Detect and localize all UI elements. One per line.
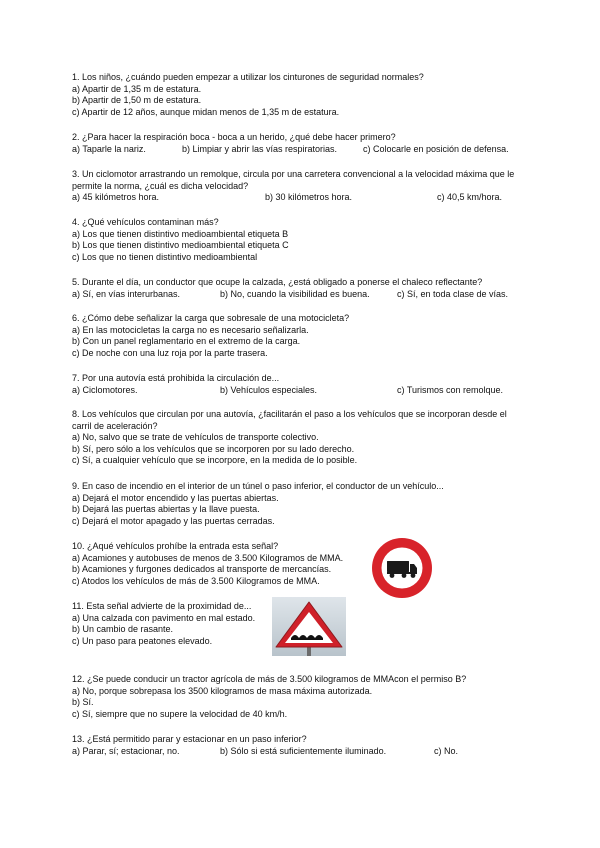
question-8 — [72, 409, 532, 467]
option-b[interactable]: b) Un cambio de rasante. — [72, 624, 174, 634]
option-a[interactable]: a) Acamiones y autobuses de menos de 3.500 Kilogramos de MMA. — [72, 552, 344, 563]
question-text-line-2: permite la norma, ¿cuál es dicha velocidad? — [72, 180, 249, 191]
options-row — [72, 192, 532, 204]
option-c[interactable]: c) Colocarle en posición de defensa. — [363, 143, 509, 154]
option-b[interactable]: b) Sí. — [72, 697, 94, 707]
question-9 — [72, 481, 532, 527]
question-text: 7. Por una autovía está prohibida la circulación de... — [72, 373, 280, 383]
option-a[interactable]: a) Ciclomotores. — [72, 384, 138, 395]
question-11 — [72, 601, 267, 647]
option-a[interactable]: a) Apartir de 1,35 m de estatura. — [72, 83, 202, 94]
question-text: 12. ¿Se puede conducir un tractor agrícola de más de 3.500 kilogramos de MMAcon el permiso B? — [72, 674, 467, 684]
option-b[interactable]: b) No, cuando la visibilidad es buena. — [220, 288, 370, 299]
option-b[interactable]: b) Sólo si está suficientemente iluminado. — [220, 745, 387, 756]
option-c[interactable]: c) Sí, a cualquier vehículo que se incorpore, en la medida de lo posible. — [72, 455, 358, 465]
option-b[interactable]: b) Con un panel reglamentario en el extremo de la carga. — [72, 336, 301, 346]
question-text: 2. ¿Para hacer la respiración boca - boca a un herido, ¿qué debe hacer primero? — [72, 132, 396, 142]
question-text: 13. ¿Está permitido parar y estacionar en un paso inferior? — [72, 734, 307, 744]
option-b[interactable]: b) Acamiones y furgones dedicados al transporte de mercancías. — [72, 564, 332, 574]
option-c[interactable]: c) No. — [434, 745, 459, 756]
option-c[interactable]: c) Turismos con remolque. — [397, 384, 504, 395]
options-row — [72, 746, 532, 758]
question-4 — [72, 217, 532, 263]
option-a[interactable]: a) Sí, en vías interurbanas. — [72, 288, 181, 299]
question-5 — [72, 277, 532, 300]
question-text: 9. En caso de incendio en el interior de un túnel o paso inferior, el conductor de un vehículo... — [72, 481, 444, 491]
question-6 — [72, 313, 532, 359]
options-row — [72, 289, 532, 301]
question-text: 1. Los niños, ¿cuándo pueden empezar a utilizar los cinturones de seguridad normales? — [72, 72, 424, 82]
sign-post — [307, 647, 311, 656]
options-row — [72, 144, 532, 156]
option-a[interactable]: a) No, porque sobrepasa los 3500 kilogramos de masa máxima autorizada. — [72, 685, 373, 696]
option-a[interactable]: a) Taparle la nariz. — [72, 143, 146, 154]
question-text: 11. Esta señal advierte de la proximidad de... — [72, 601, 252, 611]
question-3 — [72, 169, 532, 204]
option-b[interactable]: b) Vehículos especiales. — [220, 384, 318, 395]
question-1 — [72, 72, 532, 118]
option-a[interactable]: a) Una calzada con pavimento en mal estado. — [72, 612, 256, 623]
question-12 — [72, 674, 532, 720]
uneven-road-sign-photo — [272, 597, 346, 656]
question-text: 6. ¿Cómo debe señalizar la carga que sobresale de una motocicleta? — [72, 313, 350, 323]
option-a[interactable]: a) Dejará el motor encendido y las puertas abiertas. — [72, 492, 279, 503]
question-text: 5. Durante el día, un conductor que ocupe la calzada, ¿está obligado a ponerse el chaleco reflectante? — [72, 277, 483, 287]
options-row — [72, 385, 532, 397]
question-text: 4. ¿Qué vehículos contaminan más? — [72, 217, 219, 227]
option-c[interactable]: c) Un paso para peatones elevado. — [72, 635, 213, 646]
option-b[interactable]: b) Los que tienen distintivo medioambiental etiqueta C — [72, 240, 289, 250]
option-a[interactable]: a) 45 kilómetros hora. — [72, 192, 160, 202]
question-text-line-1: 3. Un ciclomotor arrastrando un remolque, circula por una carretera convencional a la velocidad máxima que le — [72, 169, 515, 179]
option-c[interactable]: c) 40,5 km/hora. — [437, 192, 503, 202]
option-b[interactable]: b) Apartir de 1,50 m de estatura. — [72, 95, 202, 105]
option-a[interactable]: a) Los que tienen distintivo medioambiental etiqueta B — [72, 228, 289, 239]
question-text: 10. ¿Aqué vehículos prohíbe la entrada esta señal? — [72, 541, 279, 551]
option-c[interactable]: c) Apartir de 12 años, aunque midan menos de 1,35 m de estatura. — [72, 106, 340, 117]
option-c[interactable]: c) De noche con una luz roja por la parte trasera. — [72, 347, 268, 358]
option-c[interactable]: c) Atodos los vehículos de más de 3.500 Kilogramos de MMA. — [72, 575, 320, 586]
option-c[interactable]: c) Sí, en toda clase de vías. — [397, 288, 509, 299]
option-a[interactable]: a) No, salvo que se trate de vehículos de transporte colectivo. — [72, 432, 319, 442]
option-c[interactable]: c) Sí, siempre que no supere la velocidad de 40 km/h. — [72, 708, 288, 719]
option-c[interactable]: c) Los que no tienen distintivo medioambiental — [72, 251, 258, 262]
question-text-line-1: 8. Los vehículos que circulan por una autovía, ¿facilitarán el paso a los vehículos que se incorporan desde el — [72, 409, 507, 419]
question-13 — [72, 734, 532, 757]
question-7 — [72, 373, 532, 396]
option-b[interactable]: b) Dejará las puertas abiertas y la llave puesta. — [72, 504, 260, 514]
question-10 — [72, 541, 362, 587]
option-a[interactable]: a) En las motocicletas la carga no es necesario señalizarla. — [72, 324, 309, 335]
option-b[interactable]: b) Sí, pero sólo a los vehículos que se incorporen por su lado derecho. — [72, 443, 355, 454]
option-b[interactable]: b) Limpiar y abrir las vías respiratorias. — [182, 143, 338, 154]
option-c[interactable]: c) Dejará el motor apagado y las puertas cerradas. — [72, 515, 275, 526]
no-trucks-sign-icon — [370, 536, 434, 600]
option-b[interactable]: b) 30 kilómetros hora. — [265, 192, 353, 202]
question-text-line-2: carril de aceleración? — [72, 420, 158, 431]
question-2 — [72, 132, 532, 155]
option-a[interactable]: a) Parar, sí; estacionar, no. — [72, 745, 180, 756]
